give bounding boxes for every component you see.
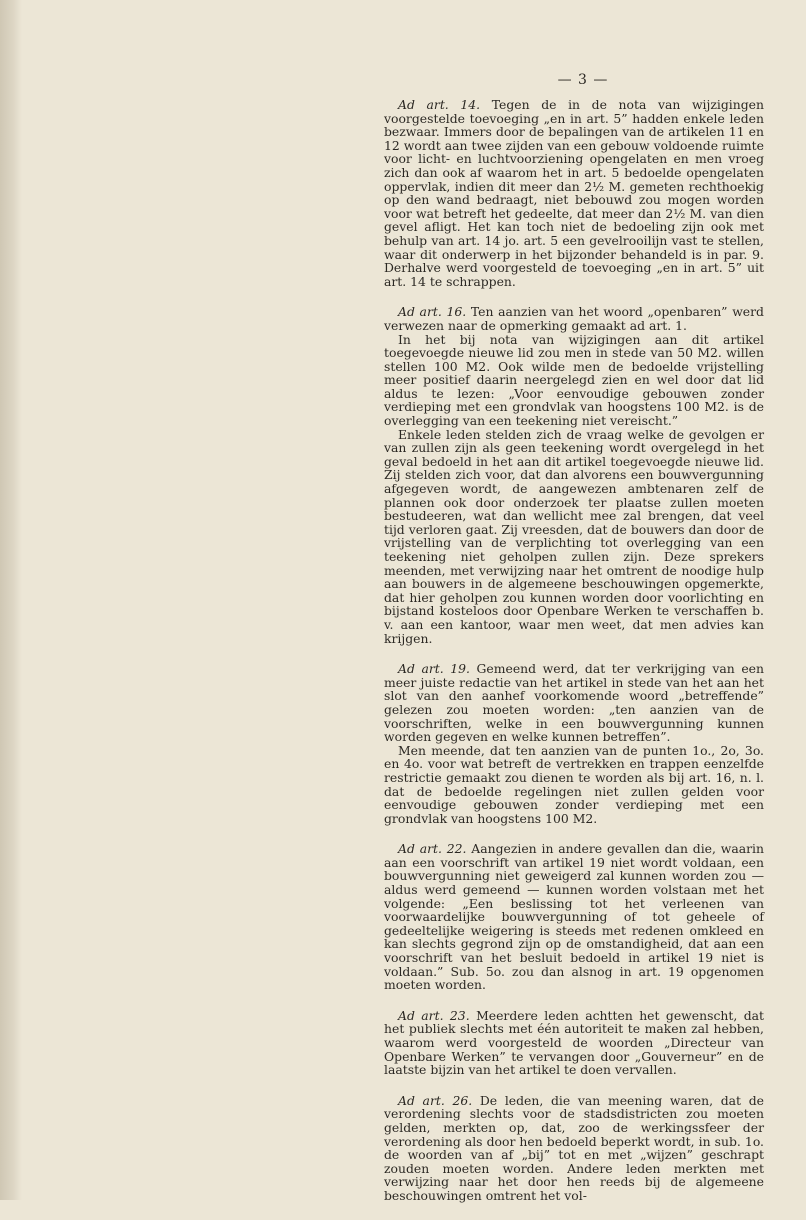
paragraph-text: Tegen de in de nota van wijzigingen voorgestelde toevoeging „en in art. 5” hadden enkele leden bezwaar. Immers door de bepalingen van de artikelen 11 en 12 wordt aan twee zijden van een gebouw voldoende ruimte voor licht- en luchtvoorziening opengelaten en men vroeg zich dan ook af waarom het in art. 5 bedoelde opengelaten oppervlak, indien dit meer dan 2½ M. gemeten rechthoekig op den wand bedraagt, niet bebouwd zou mogen worden voor wat betreft het gedeelte, dat meer dan 2½ M. van dien gevel afligt. Het kan toch niet de bedoeling zijn ook met behulp van art. 14 jo. art. 5 een gevelrooilijn vast te stellen, waar dit onderwerp in het bijzonder behandeld is in par. 9. Derhalve werd voorgesteld de toevoeging „en in art. 5” uit art. 14 te schrappen. (384, 97, 764, 289)
paragraph (384, 842, 764, 992)
paragraph: In het bij nota van wijzigingen aan dit artikel toegevoegde nieuwe lid zou men in stede van 50 M2. willen stellen 100 M2. Ook wilde men de bedoelde vrijstelling meer positief daarin neergelegd zien en wel door dat lid aldus te lezen: „Voor eenvoudige gebouwen zonder verdieping met een grondvlak van hoogstens 100 M2. is de overlegging van een teekening niet vereischt.” (384, 331, 764, 429)
section-art-14 (384, 98, 764, 288)
paragraph (384, 1094, 764, 1203)
paragraph (384, 1009, 764, 1077)
section-art-22 (384, 842, 764, 992)
section-label: Ad art. 22. (398, 841, 467, 857)
section-art-26 (384, 1094, 764, 1203)
section-label: Ad art. 14. (398, 97, 481, 112)
paragraph-text: Aangezien in andere gevallen dan die, waarin aan een voorschrift van artikel 19 niet wordt voldaan, een bouwvergunning niet geweigerd zal kunnen worden zou — aldus werd gemeend — kunnen worden volstaan met het volgende: „Een beslissing tot het verleenen van voorwaardelijke bouwvergunning of tot geheele of gedeeltelijke weigering is steeds met redenen omkleed en kan slechts gegrond zijn op de omstandigheid, dat aan een voorschrift van het besluit bedoeld in artikel 19 niet is voldaan.” Sub. 5o. zou dan alsnog in art. 19 opgenomen moeten worden. (384, 841, 764, 993)
page-number: — 3 — (557, 72, 609, 88)
paragraph (384, 98, 764, 288)
section-label: Ad art. 19. (398, 661, 470, 677)
section-label: Ad art. 26. (398, 1092, 473, 1108)
paragraph-text: Meerdere leden achtten het gewenscht, dat het publiek slechts met één autoriteit te maken zal hebben, waarom werd voorgesteld de woorden „Directeur van Openbare Werken” te vervangen door „Gouverneur” en de laatste bijzin van het artikel te doen vervallen. (384, 1007, 764, 1078)
page-binding-edge (0, 0, 22, 1200)
paragraph (384, 662, 764, 744)
section-label: Ad art. 23. (398, 1007, 470, 1023)
paragraph (384, 305, 764, 332)
paragraph: Enkele leden stelden zich de vraag welke de gevolgen er van zullen zijn als geen teekening wordt overgelegd in het geval bedoeld in het aan dit artikel toegevoegde nieuwe lid. Zij stelden zich voor, dat dan alvorens een bouwvergunning afgegeven wordt, de aangewezen ambtenaren zelf de plannen ook door onderzoek ter plaatse zullen moeten bestudeeren, wat dan wellicht mee zal brengen, dat veel tijd verloren gaat. Zij vreesden, dat de bouwers dan door de vrijstelling van de verplichting tot overlegging van een teekening niet geholpen zullen zijn. Deze sprekers meenden, met verwijzing naar het omtrent de noodige hulp aan bouwers in de algemeene beschouwingen opgemerkte, dat hier geholpen zou kunnen worden door voorlichting en bijstand kosteloos door Openbare Werken te verschaffen b. v. aan een kantoor, waar men weet, dat men advies kan krijgen. (384, 426, 764, 646)
section-label: Ad art. 16. (398, 304, 467, 320)
section-art-19 (384, 662, 764, 825)
paragraph-text: Ten aanzien van het woord „openbaren” werd verwezen naar de opmerking gemaakt ad art. 1. (384, 304, 764, 333)
paragraph-text: De leden, die van meening waren, dat de verordening slechts voor de stadsdistricten zou moeten gelden, merkten op, dat, zoo de werkingssfeer der verordening als door hen bedoeld beperkt wordt, in sub. 1o. de woorden van af „bij” tot en met „wijzen” geschrapt zouden moeten worden. Andere leden merkten met verwijzing naar het door hen reeds bij de algemeene beschouwingen omtrent het vol- (384, 1092, 764, 1203)
text-column (384, 98, 764, 1220)
section-art-23 (384, 1009, 764, 1077)
section-art-16 (384, 305, 764, 645)
paragraph: Men meende, dat ten aanzien van de punten 1o., 2o, 3o. en 4o. voor wat betreft de vertrekken en trappen eenzelfde restrictie gemaakt zou dienen te worden als bij art. 16, n. l. dat de bedoelde regelingen niet zullen gelden voor eenvoudige gebouwen zonder verdieping met een grondvlak van hoogstens 100 M2. (384, 742, 764, 826)
paragraph-text: Gemeend werd, dat ter verkrijging van een meer juiste redactie van het artikel in stede van het aan het slot van den aanhef voorkomende woord „betreffende” gelezen zou moeten worden: „ten aanzien van de voorschriften, welke in een bouwvergunning kunnen worden gegeven en welke kunnen betreffen”. (384, 661, 764, 745)
